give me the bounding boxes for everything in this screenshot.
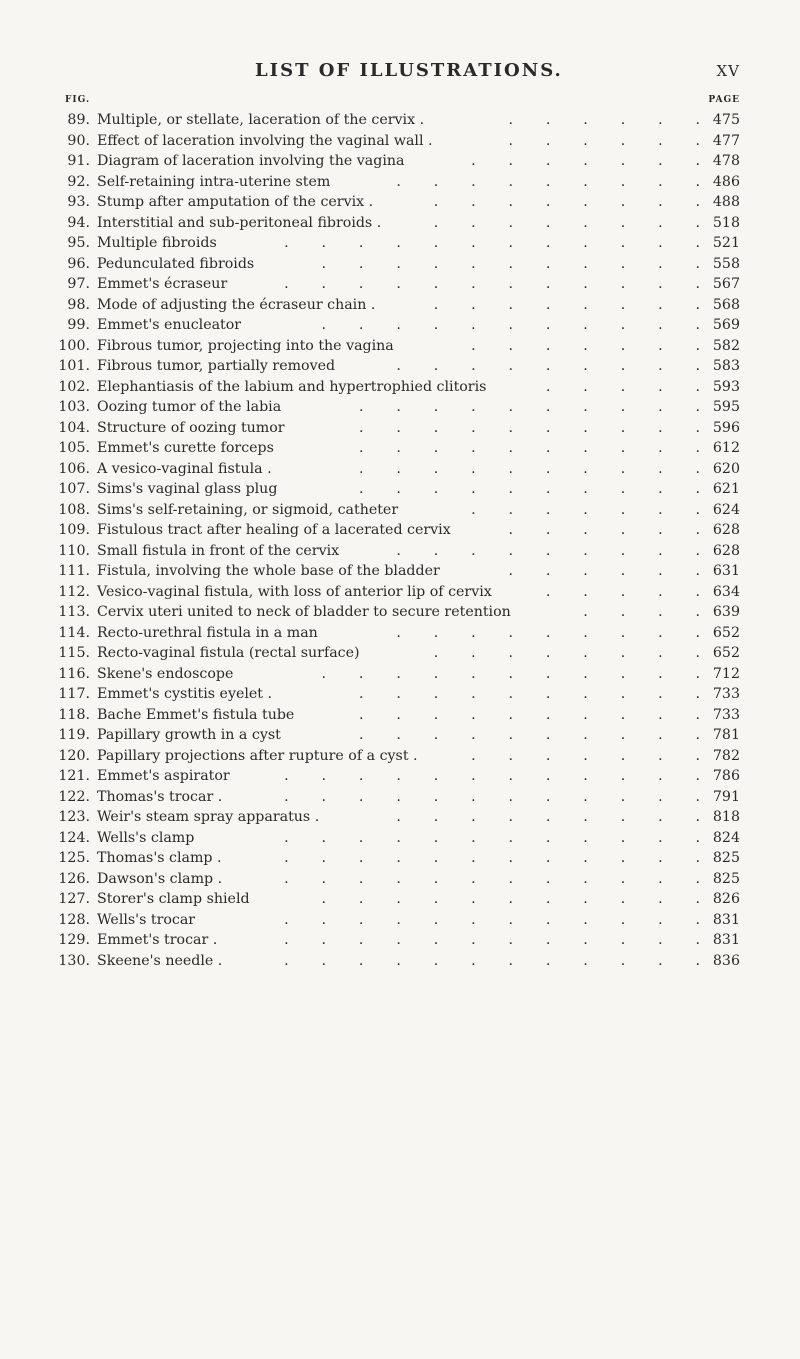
figure-title: Skene's endoscope (97, 665, 234, 682)
figure-title: Fistulous tract after healing of a lacerated cervix (97, 522, 451, 538)
list-item (0, 664, 800, 685)
page-number: 569 (712, 317, 740, 333)
figure-title: Pedunculated fibroids (97, 255, 255, 272)
list-item (0, 766, 800, 787)
page-column-label: PAGE (708, 95, 740, 105)
page-number: 818 (712, 809, 740, 825)
figure-title: Vesico-vaginal fistula, with loss of anterior lip of cervix (97, 583, 492, 600)
page-number: 621 (712, 481, 740, 497)
figure-title: Sims's self-retaining, or sigmoid, catheter (97, 501, 399, 518)
figure-title: Skeene's needle . (97, 952, 223, 969)
figure-number: 114. (58, 624, 90, 641)
figure-title: Papillary growth in a cyst (97, 727, 281, 743)
figure-title: Elephantiasis of the labium and hypertrophied clitoris (97, 378, 487, 395)
page-number: 595 (712, 399, 740, 415)
list-item (0, 787, 800, 808)
leader-dots: . . . . . . . . . . (358, 399, 700, 415)
figure-number: 105. (58, 440, 90, 456)
figure-number: 115. (58, 645, 90, 661)
leader-dots: . . . . . . . . . . . . (284, 788, 700, 805)
leader-dots: . . . . . . . . . . . . (284, 235, 700, 251)
leader-dots: . . . . . . . . . . . . (284, 952, 700, 969)
figure-number: 96. (67, 255, 90, 272)
list-item (0, 131, 800, 152)
figure-title: Fibrous tumor, projecting into the vagina (97, 337, 394, 354)
leader-dots: . . . . . . . . . (396, 542, 700, 559)
list-item (0, 807, 800, 828)
figure-title: Emmet's trocar . (97, 932, 218, 948)
figure-title: Diagram of laceration involving the vagina (97, 153, 405, 169)
figure-number: 123. (58, 809, 90, 825)
list-item (0, 828, 800, 849)
leader-dots: . . . . . . . . . . . . (284, 932, 700, 948)
figure-title: Dawson's clamp . (97, 870, 223, 887)
list-item (0, 869, 800, 890)
figure-number: 118. (58, 706, 90, 723)
figure-number: 128. (58, 911, 90, 928)
list-item (0, 172, 800, 193)
figure-number: 93. (67, 194, 90, 210)
page-number: 733 (712, 706, 740, 723)
list-item (0, 479, 800, 500)
figure-title: Weir's steam spray apparatus . (97, 809, 320, 825)
list-item (0, 110, 800, 131)
page-number: 567 (712, 276, 740, 292)
page-number: 652 (712, 624, 740, 641)
page-numeral: XV (716, 62, 740, 80)
figure-number: 130. (58, 952, 90, 969)
figure-title: Multiple fibroids (97, 235, 217, 251)
page-number: 558 (712, 255, 740, 272)
leader-dots: . . . . . . . . . . . . (284, 870, 700, 887)
leader-dots: . . . . . . . . . (396, 173, 700, 190)
figure-title: Emmet's cystitis eyelet . (97, 686, 273, 702)
leader-dots: . . . . . . . . . . . . (284, 911, 700, 928)
list-item (0, 418, 800, 439)
figure-number: 109. (58, 522, 90, 538)
list-item (0, 561, 800, 582)
figure-title: Thomas's clamp . (97, 850, 222, 866)
leader-dots: . . . . . . . (471, 747, 700, 764)
list-item (0, 397, 800, 418)
page-title: LIST OF ILLUSTRATIONS. (255, 60, 563, 81)
figure-title: Papillary projections after rupture of a cyst . (97, 747, 418, 764)
list-item (0, 910, 800, 931)
leader-dots: . . . . . . . . . . . (321, 891, 700, 907)
figure-title: Interstitial and sub-peritoneal fibroids . (97, 214, 382, 231)
figure-number: 99. (67, 317, 90, 333)
leader-dots: . . . . . . . . (433, 214, 700, 231)
figure-number: 116. (58, 665, 90, 682)
list-item (0, 254, 800, 275)
figure-number: 124. (58, 829, 90, 846)
leader-dots: . . . . . . . . . . (358, 440, 700, 456)
figure-title: Structure of oozing tumor (97, 419, 285, 436)
page-number: 712 (712, 665, 740, 682)
figure-title: Recto-urethral fistula in a man (97, 624, 318, 641)
page-number: 786 (712, 768, 740, 784)
leader-dots: . . . . . . . . . . . . (284, 276, 700, 292)
page-number: 825 (712, 870, 740, 887)
leader-dots: . . . . . . (508, 112, 700, 128)
figure-number: 122. (58, 788, 90, 805)
figure-title: Small fistula in front of the cervix (97, 542, 340, 559)
figure-number: 126. (58, 870, 90, 887)
list-item (0, 541, 800, 562)
figure-title: Wells's trocar (97, 911, 196, 928)
page-number: 831 (712, 932, 740, 948)
list-item (0, 623, 800, 644)
figure-title: Thomas's trocar . (97, 788, 223, 805)
figure-title: Mode of adjusting the écraseur chain . (97, 296, 376, 313)
figure-number: 102. (58, 378, 90, 395)
list-item (0, 582, 800, 603)
list-item (0, 459, 800, 480)
page-number: 733 (712, 686, 740, 702)
figure-number: 89. (67, 112, 90, 128)
list-item (0, 295, 800, 316)
page-number: 628 (712, 542, 740, 559)
page-number: 582 (712, 337, 740, 354)
leader-dots: . . . . . . . . . . (358, 727, 700, 743)
page-number: 836 (712, 952, 740, 969)
leader-dots: . . . . . . . . . . (358, 460, 700, 477)
leader-dots: . . . . . . . . . . . . (284, 768, 700, 784)
figure-number: 95. (67, 235, 90, 251)
leader-dots: . . . . . . . (471, 337, 700, 354)
figure-number: 97. (67, 276, 90, 292)
list-item (0, 315, 800, 336)
figure-number: 94. (67, 214, 90, 231)
figure-title: Fibrous tumor, partially removed (97, 358, 336, 374)
figure-number: 92. (67, 173, 90, 190)
figure-number: 111. (58, 563, 90, 579)
figure-number: 125. (58, 850, 90, 866)
figure-title: A vesico-vaginal fistula . (97, 460, 272, 477)
list-item (0, 438, 800, 459)
list-item (0, 192, 800, 213)
list-item (0, 889, 800, 910)
figure-number: 121. (58, 768, 90, 784)
page-number: 488 (712, 194, 740, 210)
page-number: 831 (712, 911, 740, 928)
page-number: 634 (712, 583, 740, 600)
list-item (0, 520, 800, 541)
page-number: 593 (712, 378, 740, 395)
leader-dots: . . . . . . . . . (396, 809, 700, 825)
figure-number: 129. (58, 932, 90, 948)
figure-number: 90. (67, 132, 90, 149)
figure-number: 104. (58, 419, 90, 436)
figure-title: Stump after amputation of the cervix . (97, 194, 374, 210)
page-number: 475 (712, 112, 740, 128)
leader-dots: . . . . . . . . (433, 645, 700, 661)
leader-dots: . . . . . . . . . . (358, 706, 700, 723)
leader-dots: . . . . . (545, 378, 700, 395)
figure-title: Wells's clamp (97, 829, 195, 846)
page-number: 628 (712, 522, 740, 538)
page-number: 791 (712, 788, 740, 805)
figure-number: 112. (58, 583, 90, 600)
list-item (0, 684, 800, 705)
page-number: 583 (712, 358, 740, 374)
leader-dots: . . . . . . . . (433, 194, 700, 210)
list-item (0, 951, 800, 972)
figure-title: Recto-vaginal fistula (rectal surface) (97, 645, 360, 661)
page-number: 624 (712, 501, 740, 518)
figure-number: 98. (67, 296, 90, 313)
page-number: 781 (712, 727, 740, 743)
figure-title: Oozing tumor of the labia (97, 399, 282, 415)
list-item (0, 377, 800, 398)
column-headings (0, 95, 800, 111)
list-item (0, 233, 800, 254)
list-item (0, 151, 800, 172)
figure-number: 108. (58, 501, 90, 518)
list-item (0, 602, 800, 623)
leader-dots: . . . . . . . . . . . . (284, 850, 700, 866)
leader-dots: . . . . . . . . . . (358, 686, 700, 702)
figure-number: 120. (58, 747, 90, 764)
page-number: 826 (712, 891, 740, 907)
list-item (0, 848, 800, 869)
leader-dots: . . . . . . . . . . . (321, 317, 700, 333)
leader-dots: . . . . (583, 604, 700, 620)
figure-number: 117. (58, 686, 90, 702)
page-number: 825 (712, 850, 740, 866)
figure-number: 100. (58, 337, 90, 354)
leader-dots: . . . . . . . (471, 501, 700, 518)
leader-dots: . . . . . . . . . (396, 358, 700, 374)
page-number: 620 (712, 460, 740, 477)
leader-dots: . . . . . . (508, 563, 700, 579)
figure-title: Emmet's écraseur (97, 276, 228, 292)
page-number: 639 (712, 604, 740, 620)
page-number: 612 (712, 440, 740, 456)
figure-number: 91. (67, 153, 90, 169)
leader-dots: . . . . . . . . . . (358, 481, 700, 497)
figure-number: 101. (58, 358, 90, 374)
fig-column-label: FIG. (65, 95, 91, 105)
list-item (0, 643, 800, 664)
leader-dots: . . . . . . . . . . . . (284, 829, 700, 846)
list-item (0, 336, 800, 357)
figure-title: Bache Emmet's fistula tube (97, 706, 295, 723)
figure-number: 113. (58, 604, 90, 620)
leader-dots: . . . . . . . . . . (358, 419, 700, 436)
leader-dots: . . . . . . (508, 132, 700, 149)
page-number: 518 (712, 214, 740, 231)
figure-title: Fistula, involving the whole base of the bladder (97, 563, 440, 579)
list-item (0, 930, 800, 951)
list-item (0, 746, 800, 767)
page-number: 596 (712, 419, 740, 436)
leader-dots: . . . . . . (508, 522, 700, 538)
figure-title: Cervix uteri united to neck of bladder to secure retention (97, 604, 511, 620)
figure-title: Sims's vaginal glass plug (97, 481, 278, 497)
list-item (0, 500, 800, 521)
figure-number: 127. (58, 891, 90, 907)
page-number: 824 (712, 829, 740, 846)
figure-title: Emmet's aspirator (97, 768, 230, 784)
running-head (0, 60, 800, 86)
page-number: 652 (712, 645, 740, 661)
figure-title: Emmet's curette forceps (97, 440, 274, 456)
leader-dots: . . . . . (545, 583, 700, 600)
list-item (0, 705, 800, 726)
figure-title: Effect of laceration involving the vaginal wall . (97, 132, 433, 149)
page-number: 486 (712, 173, 740, 190)
page-number: 782 (712, 747, 740, 764)
list-item (0, 213, 800, 234)
list-item (0, 356, 800, 377)
figure-number: 107. (58, 481, 90, 497)
figure-title: Multiple, or stellate, laceration of the cervix . (97, 112, 425, 128)
leader-dots: . . . . . . . . . (396, 624, 700, 641)
figure-number: 119. (58, 727, 90, 743)
figure-title: Storer's clamp shield (97, 891, 250, 907)
page-number: 568 (712, 296, 740, 313)
figure-number: 103. (58, 399, 90, 415)
leader-dots: . . . . . . . . . . . (321, 255, 700, 272)
figure-title: Emmet's enucleator (97, 317, 242, 333)
leader-dots: . . . . . . . . (433, 296, 700, 313)
figure-number: 110. (58, 542, 90, 559)
page-number: 521 (712, 235, 740, 251)
illustration-list (0, 110, 800, 971)
list-item (0, 274, 800, 295)
list-item (0, 725, 800, 746)
figure-number: 106. (58, 460, 90, 477)
leader-dots: . . . . . . . (471, 153, 700, 169)
page-number: 478 (712, 153, 740, 169)
page-number: 631 (712, 563, 740, 579)
page-number: 477 (712, 132, 740, 149)
figure-title: Self-retaining intra-uterine stem (97, 173, 331, 190)
leader-dots: . . . . . . . . . . . (321, 665, 700, 682)
